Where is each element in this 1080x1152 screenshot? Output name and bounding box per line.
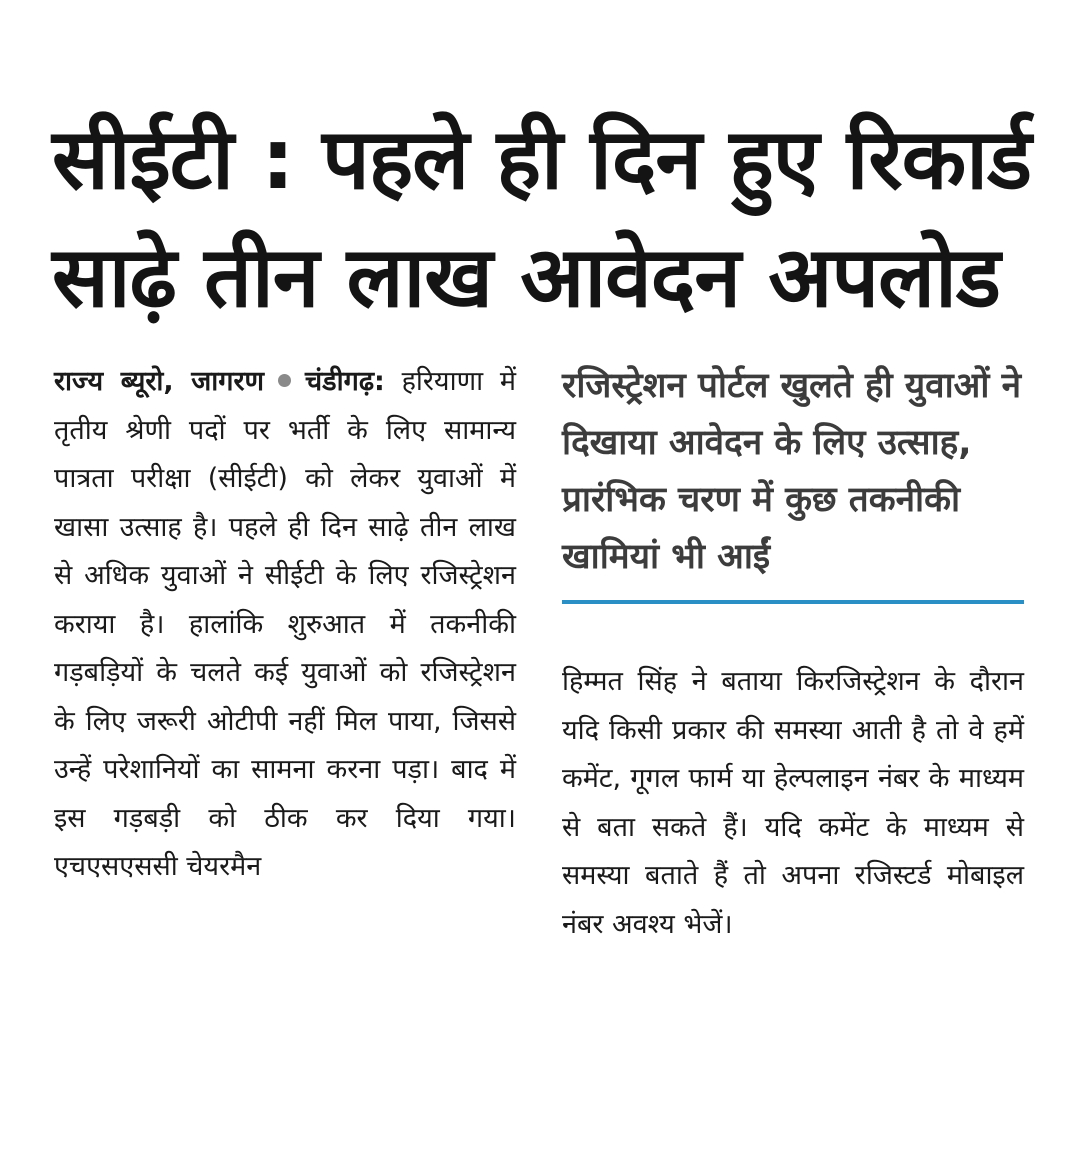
headline-line-2: साढ़े तीन लाख आवेदन अपलोड [52, 228, 1000, 326]
article-right-column [562, 358, 1024, 949]
sub-deck: रजिस्ट्रेशन पोर्टल खुलते ही युवाओं ने दिखाया आवेदन के लिए उत्साह, प्रारंभिक चरण में कुछ तकनीकी खामियां भी आईं [562, 366, 1022, 577]
article-right-body: हिम्मत सिंह ने बताया किरजिस्ट्रेशन के दौरान यदि किसी प्रकार की समस्या आती है तो वे हमें कमेंट, गूगल फार्म या हेल्पलाइन नंबर के माध्यम से बता सकते हैं। यदि कमेंट के माध्यम से समस्या बताते हैं तो अपना रजिस्टर्ड मोबाइल नंबर अवश्य भेजें। [562, 666, 1024, 940]
dateline-bureau: राज्य ब्यूरो, जागरण [54, 366, 265, 397]
divider-rule [562, 600, 1024, 604]
article-left-column [54, 358, 516, 892]
left-body-text: हरियाणा में तृतीय श्रेणी पदों पर भर्ती के लिए सामान्य पात्रता परीक्षा (सीईटी) को लेकर युवाओं में खासा उत्साह है। पहले ही दिन साढ़े तीन लाख से अधिक युवाओं ने सीईटी के लिए रजिस्ट्रेशन कराया है। हालांकि शुरुआत में तकनीकी गड़बड़ियों के चलते कई युवाओं को रजिस्ट्रेशन के लिए जरूरी ओटीपी नहीं मिल पाया, जिससे उन्हें परेशानियों का सामना करना पड़ा। बाद में इस गड़बड़ी को ठीक कर दिया गया। एचएसएससी चेयरमैन [54, 366, 516, 882]
headline [52, 100, 1032, 336]
headline-line-1: सीईटी : पहले ही दिन हुए रिकार्ड [52, 110, 1031, 208]
bullet-icon [278, 374, 291, 387]
dateline-city: चंडीगढ़: [305, 366, 385, 397]
article-left-body [54, 358, 516, 892]
